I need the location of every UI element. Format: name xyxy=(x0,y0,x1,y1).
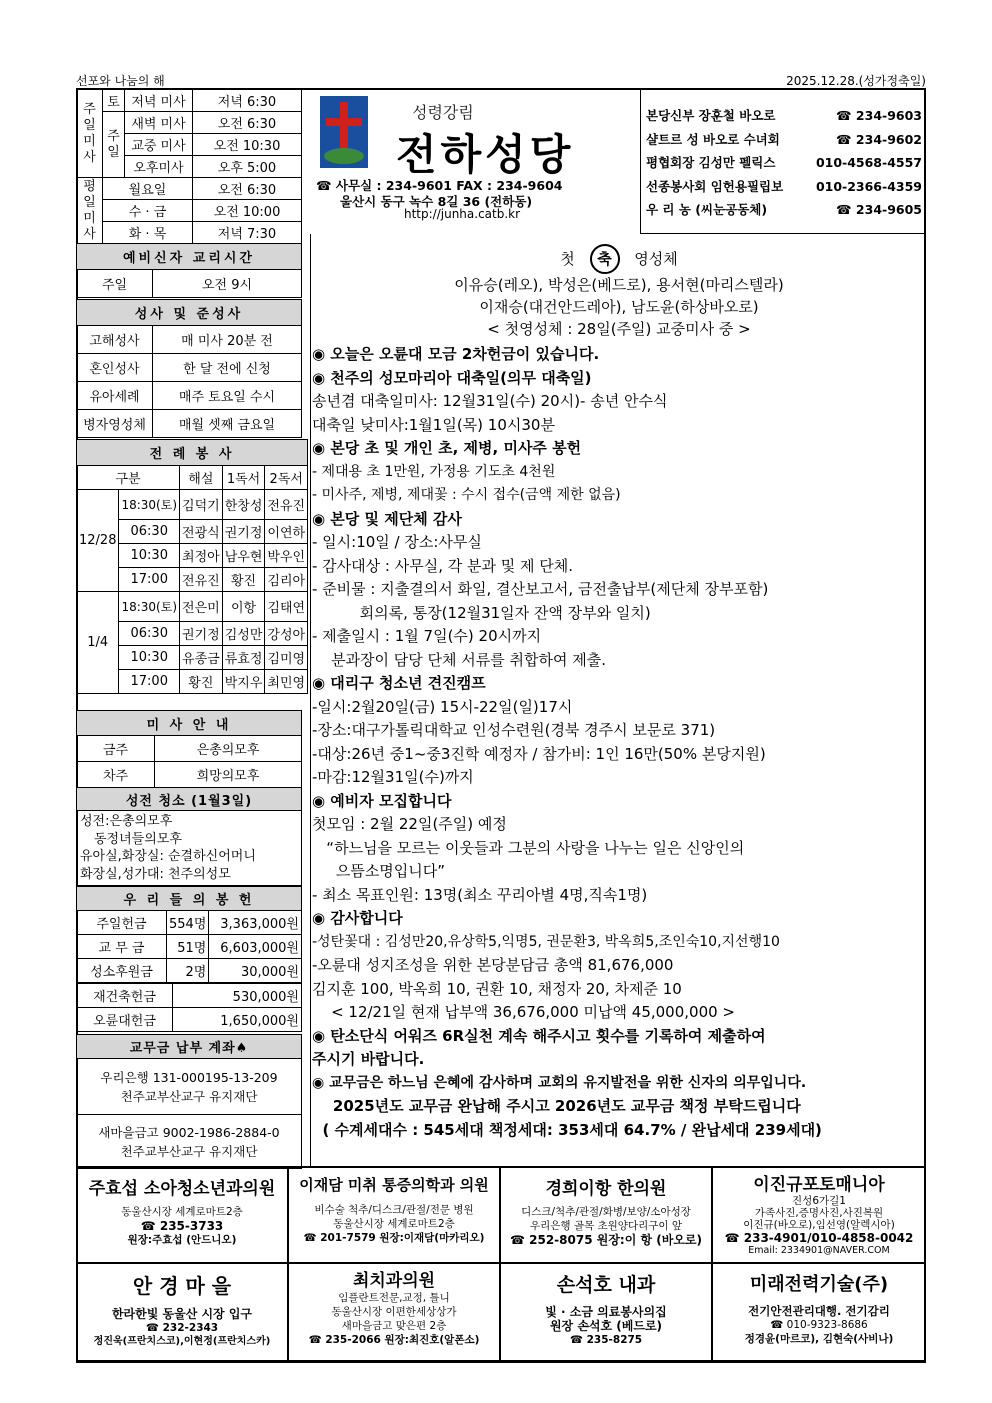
notice-line: - 최소 목표인원: 13명(최소 꾸리아별 4명,직속1명) xyxy=(312,885,648,904)
liturgy-cell: 한창성 xyxy=(222,490,265,520)
church-office: ☎ 사무실 : 234-9601 FAX : 234-9604 xyxy=(316,178,563,193)
group-name: 은총의모후 xyxy=(155,736,302,762)
catechism-time: 오전 9시 xyxy=(153,270,302,298)
offering-count: 2명 xyxy=(167,959,209,983)
notice-line: ◉ 본당 초 및 개인 초, 제병, 미사주 봉헌 xyxy=(312,439,582,457)
sacraments-table xyxy=(76,299,302,438)
notice-line: ( 수계세대수 : 545세대 책정세대: 353세대 64.7% / 완납세대 239세대) xyxy=(312,1120,822,1139)
contact-row: 선종봉사회 임헌용필립보 010-2366-4359 xyxy=(646,178,922,194)
contact-row: 본당신부 장훈철 바오로 ☎ 234-9603 xyxy=(646,108,922,123)
weekday-time: 오전 10:00 xyxy=(193,200,302,222)
contacts-list xyxy=(646,104,922,222)
cleaning-line: 유아실,화장실: 순결하신어머니 xyxy=(80,849,256,864)
notice-line: -대상:26년 중1~중3진학 예정자 / 참가비: 1인 16만(50% 본당지원) xyxy=(312,744,766,763)
weekday-time: 저녁 7:30 xyxy=(193,222,302,244)
church-subtitle: 성령강림 xyxy=(412,103,474,122)
notice-line: 김지훈 100, 박옥희 10, 권환 10, 채정자 20, 차제준 10 xyxy=(312,979,682,998)
liturgy-cell: 전은미 xyxy=(180,592,223,622)
account-1: 우리은행 131-000195-13-209 천주교부산교구 유지재단 xyxy=(77,1059,302,1115)
contact-row: 우 리 농 (씨눈공동체) ☎ 234-9605 xyxy=(646,202,922,217)
notice-line: ◉ 예비자 모집합니다 xyxy=(312,791,452,810)
notice-line: ◉ 교무금은 하느님 은혜에 감사하며 교회의 유지발전을 위한 신자의 의무입니다. xyxy=(312,1074,807,1091)
cleaning-table xyxy=(76,787,302,886)
offering-title: 우 리 들 의 봉 헌 xyxy=(77,887,302,911)
sacrament-info: 한 달 전에 신청 xyxy=(153,354,302,382)
liturgy-cell: 유종금 xyxy=(180,646,223,670)
ad-pain-clinic: 이재담 미취 통증의학과 의원 비수술 척추/디스크/관절/전문 병원 동울산시장 세계로마트2층 ☎ 201-7579 원장:이재담(마카리오) xyxy=(288,1167,500,1263)
liturgy-cell: 김성만 xyxy=(222,622,265,646)
sacrament-name: 유아세례 xyxy=(77,382,153,410)
account-2: 새마을금고 9002-1986-2884-0 천주교부산교구 유지재단 xyxy=(77,1115,302,1169)
cleaning-line: 성전:은총의모후 xyxy=(80,814,173,829)
week-label: 금주 xyxy=(77,736,155,762)
liturgy-time: 17:00 xyxy=(119,568,180,592)
notice-line: -성탄꽃대 : 김성만20,유상학5,익명5, 권문환3, 박옥희5,조인숙10,지선행10 xyxy=(312,933,780,950)
notice-line: “하느님을 모르는 이웃들과 그분의 사랑을 나누는 일은 신앙인의 xyxy=(312,838,745,857)
notice-line: - 감사대상 : 사무실, 각 분과 및 제 단체. xyxy=(312,556,574,575)
weekday-time: 오전 6:30 xyxy=(193,178,302,200)
liturgy-cell: 이연하 xyxy=(265,520,308,544)
notice-line: ◉ 본당 및 제단체 감사 xyxy=(312,509,462,528)
ad-oriental-clinic: 경희이항 한의원 디스크/척추/관절/화병/보양/소아성장 우리은행 골목 초원양다리구이 앞 ☎ 252-8075 원장:이 항 (바오로) xyxy=(500,1167,712,1263)
sacraments-title: 성사 및 준성사 xyxy=(77,300,302,326)
mass-guide-title: 미 사 안 내 xyxy=(77,711,302,736)
notice-line: ◉ 탄소단식 어워즈 6R실천 계속 해주시고 횟수를 기록하여 제출하여 xyxy=(312,1026,766,1045)
offering-name: 오륜대헌금 xyxy=(77,1008,173,1032)
notice-line: - 제대용 초 1만원, 가정용 기도초 4천원 xyxy=(312,463,556,480)
account-table xyxy=(76,1034,302,1169)
notice-line: ◉ 천주의 성모마리아 대축일(의무 대축일) xyxy=(312,368,592,387)
offering-table xyxy=(76,886,302,983)
liturgy-time: 18:30(토) xyxy=(119,490,180,520)
notice-line: ◉ 오늘은 오륜대 모금 2차헌금이 있습니다. xyxy=(312,345,600,363)
notice-line: -일시:2월20일(금) 15시-22일(일)17시 xyxy=(312,697,573,716)
liturgy-cell: 황진 xyxy=(222,568,265,592)
mass-time: 오후 5:00 xyxy=(193,156,302,178)
liturgy-cell: 박우인 xyxy=(265,544,308,568)
liturgy-time: 17:00 xyxy=(119,670,180,694)
liturgy-time: 18:30(토) xyxy=(119,592,180,622)
liturgy-time: 06:30 xyxy=(119,520,180,544)
sacrament-name: 병자영성체 xyxy=(77,410,153,438)
liturgy-cell: 김리아 xyxy=(265,568,308,592)
notice-line: ◉ 대리구 청소년 견진캠프 xyxy=(312,674,486,692)
cleaning-line: 화장실,성가대: 천주의성모 xyxy=(80,866,231,882)
notice-list xyxy=(312,343,926,1142)
offering-table-2 xyxy=(76,983,302,1032)
cleaning-list xyxy=(77,811,302,886)
liturgy-time: 10:30 xyxy=(119,544,180,568)
offering-amount: 530,000원 xyxy=(173,984,302,1008)
weekday-mass-label: 평일미사 xyxy=(77,178,103,244)
liturgy-date: 12/28 xyxy=(77,490,119,592)
liturgy-time: 10:30 xyxy=(119,646,180,670)
offering-name: 재건축헌금 xyxy=(77,984,173,1008)
liturgy-cell: 최정아 xyxy=(180,544,223,568)
liturgy-head: 해설 xyxy=(180,466,223,490)
mass-name: 교중 미사 xyxy=(125,134,193,156)
notice-line: ◉ 감사합니다 xyxy=(312,909,403,927)
church-address: 울산시 동구 녹수 8길 36 (전하동) xyxy=(340,194,533,209)
liturgy-cell: 강성아 xyxy=(265,622,308,646)
sacrament-name: 고해성사 xyxy=(77,326,153,354)
liturgy-cell: 이항 xyxy=(222,592,265,622)
cleaning-title: 성전 청소 (1월3일) xyxy=(77,788,302,811)
notice-line: -마감:12월31일(수)까지 xyxy=(312,768,474,786)
group-name: 희망의모후 xyxy=(155,762,302,788)
liturgy-date: 1/4 xyxy=(77,592,119,694)
liturgy-cell: 남우현 xyxy=(222,544,265,568)
notice-line: - 미사주, 제병, 제대꽃 : 수시 접수(금액 제한 없음) xyxy=(312,487,621,503)
mass-time: 오전 6:30 xyxy=(193,112,302,134)
offering-amount: 3,363,000원 xyxy=(209,911,302,935)
mass-name: 오후미사 xyxy=(125,156,193,178)
catechism-title: 예비신자 교리시간 xyxy=(77,244,302,270)
liturgy-cell: 김태연 xyxy=(265,592,308,622)
sacrament-info: 매 미사 20분 전 xyxy=(153,326,302,354)
liturgy-head: 1독서 xyxy=(222,466,265,490)
mass-name: 새벽 미사 xyxy=(125,112,193,134)
celebration-icon: 축 xyxy=(590,244,620,274)
notice-line: 회의록, 통장(12월31일자 잔액 장부와 일치) xyxy=(312,603,651,622)
liturgy-cell: 권기정 xyxy=(180,622,223,646)
contact-row: 평협회장 김성만 펠릭스 010-4568-4557 xyxy=(646,155,922,170)
mass-schedule xyxy=(76,89,302,244)
ad-dental: 최치과의원 임플란트전문,교정, 틀니 동울산시장 이편한세상상가 새마을금고 맞은편 2층 ☎ 235-2066 원장:최진호(알폰소) xyxy=(288,1263,500,1361)
offering-amount: 6,603,000원 xyxy=(209,935,302,959)
mass-time: 저녁 6:30 xyxy=(193,90,302,112)
offering-count: 554명 xyxy=(167,911,209,935)
notice-line: - 준비물 : 지출결의서 화일, 결산보고서, 금전출납부(제단체 장부포함) xyxy=(312,580,769,598)
liturgy-cell: 전유진 xyxy=(265,490,308,520)
notice-line: 주시기 바랍니다. xyxy=(312,1050,425,1068)
notice-line: 첫모임 : 2월 22일(주일) 예정 xyxy=(312,815,507,833)
offering-amount: 1,650,000원 xyxy=(173,1008,302,1032)
offering-name: 교 무 금 xyxy=(77,935,167,959)
liturgy-cell: 류효정 xyxy=(222,646,265,670)
notice-line: - 일시:10일 / 장소:사무실 xyxy=(312,533,482,551)
sat-label: 토 xyxy=(103,90,125,112)
ad-optician: 안 경 마 을 한라한빛 동울산 시장 입구 ☎ 232-2343 정진욱(프란치스코),이현정(프란치스카) xyxy=(76,1263,288,1361)
mass-time: 오전 10:30 xyxy=(193,134,302,156)
liturgy-cell: 전유진 xyxy=(180,568,223,592)
ad-pediatric: 주효섭 소아청소년과의원 동울산시장 세계로마트2층 ☎ 235-3733 원장:주효섭 (안드니오) xyxy=(76,1167,288,1263)
notice-line: 송년겸 대축일미사: 12월31일(수) 20시)- 송년 안수식 xyxy=(312,392,668,410)
church-logo-icon xyxy=(320,96,368,168)
account-title: 교무금 납부 계좌♠ xyxy=(77,1035,302,1059)
sacrament-info: 매주 토요일 수시 xyxy=(153,382,302,410)
notice-line: 분과장이 담당 단체 서류를 취합하여 제출. xyxy=(312,650,607,669)
liturgy-cell: 권기정 xyxy=(222,520,265,544)
mass-name: 저녁 미사 xyxy=(125,90,193,112)
weekday: 월요일 xyxy=(103,178,193,200)
ad-electric: 미래전력기술(주) 전기안전관리대행. 전기감리 ☎ 010-9323-8686 정경윤(마르코), 김현숙(사비나) xyxy=(712,1263,926,1361)
liturgy-head: 구분 xyxy=(77,466,180,490)
column-divider xyxy=(310,234,311,1166)
week-label: 차주 xyxy=(77,762,155,788)
catechism-table xyxy=(76,243,302,298)
liturgy-cell: 김덕기 xyxy=(180,490,223,520)
notice-line: 대축일 낮미사:1월1일(목) 10시30분 xyxy=(312,415,555,434)
weekday: 수 · 금 xyxy=(103,200,193,222)
cleaning-line: 동정녀들의모후 xyxy=(94,831,182,847)
offering-name: 주일헌금 xyxy=(77,911,167,935)
notice-line: -장소:대구가톨릭대학교 인성수련원(경북 경주시 보문로 371) xyxy=(312,721,716,739)
liturgy-table xyxy=(76,439,308,694)
weekday: 화 · 목 xyxy=(103,222,193,244)
liturgy-head: 2독서 xyxy=(265,466,308,490)
first-communion-title: 첫 축 영성체 xyxy=(312,244,926,274)
first-communion-names: 이유승(레오), 박성은(베드로), 용서현(마리스텔라) 이재승(대건안드레아), 남도윤(하상바오로) < 첫영성체 : 28일(주일) 교중미사 중 > xyxy=(454,276,784,338)
sacrament-info: 매월 셋째 금요일 xyxy=(153,410,302,438)
notice-line: - 제출일시 : 1월 7일(수) 20시까지 xyxy=(312,627,542,645)
notice-line: < 12/21일 현재 납부액 36,676,000 미납액 45,000,000 > xyxy=(312,1003,735,1021)
liturgy-cell: 황진 xyxy=(180,670,223,694)
sacrament-name: 혼인성사 xyxy=(77,354,153,382)
notice-line: 2025년도 교무금 완납해 주시고 2026년도 교무금 책정 부탁드립니다 xyxy=(312,1097,801,1115)
ad-internal-medicine: 손석호 내과 빛 · 소금 의료봉사의집 원장 손석호 (베드로) ☎ 235-8275 xyxy=(500,1263,712,1361)
offering-amount: 30,000원 xyxy=(209,959,302,983)
liturgy-cell: 최민영 xyxy=(265,670,308,694)
mass-guide-table xyxy=(76,710,302,788)
contact-row: 샬트르 성 바오로 수녀회 ☎ 234-9602 xyxy=(646,131,922,147)
ad-photo-studio: 이진규포토매니아 진성6가길1 가족사진,증명사진,사진복원 이진규(바오로),임선영(알렉시아) ☎ 233-4901/010-4858-0042 Email: 2334901@NAVER.COM xyxy=(712,1167,926,1263)
liturgy-cell: 김미영 xyxy=(265,646,308,670)
sunday-label: 주일 xyxy=(103,112,125,178)
liturgy-title: 전 례 봉 사 xyxy=(77,440,308,466)
catechism-day: 주일 xyxy=(77,270,153,298)
notice-line: 으뜸소명입니다” xyxy=(312,862,446,880)
notice-line: -오륜대 성지조성을 위한 본당분담금 총액 81,676,000 xyxy=(312,956,674,974)
sunday-mass-label: 주일미사 xyxy=(77,90,103,178)
header-date: 2025.12.28.(성가정축일) xyxy=(786,74,926,88)
offering-count: 51명 xyxy=(167,935,209,959)
church-name: 전하성당 xyxy=(396,130,575,179)
church-url[interactable]: http://junha.catb.kr xyxy=(404,207,521,221)
liturgy-cell: 박지우 xyxy=(222,670,265,694)
offering-name: 성소후원금 xyxy=(77,959,167,983)
header-theme: 선포와 나눔의 해 xyxy=(76,74,165,88)
liturgy-cell: 전광식 xyxy=(180,520,223,544)
page-header xyxy=(76,72,926,89)
liturgy-time: 06:30 xyxy=(119,622,180,646)
